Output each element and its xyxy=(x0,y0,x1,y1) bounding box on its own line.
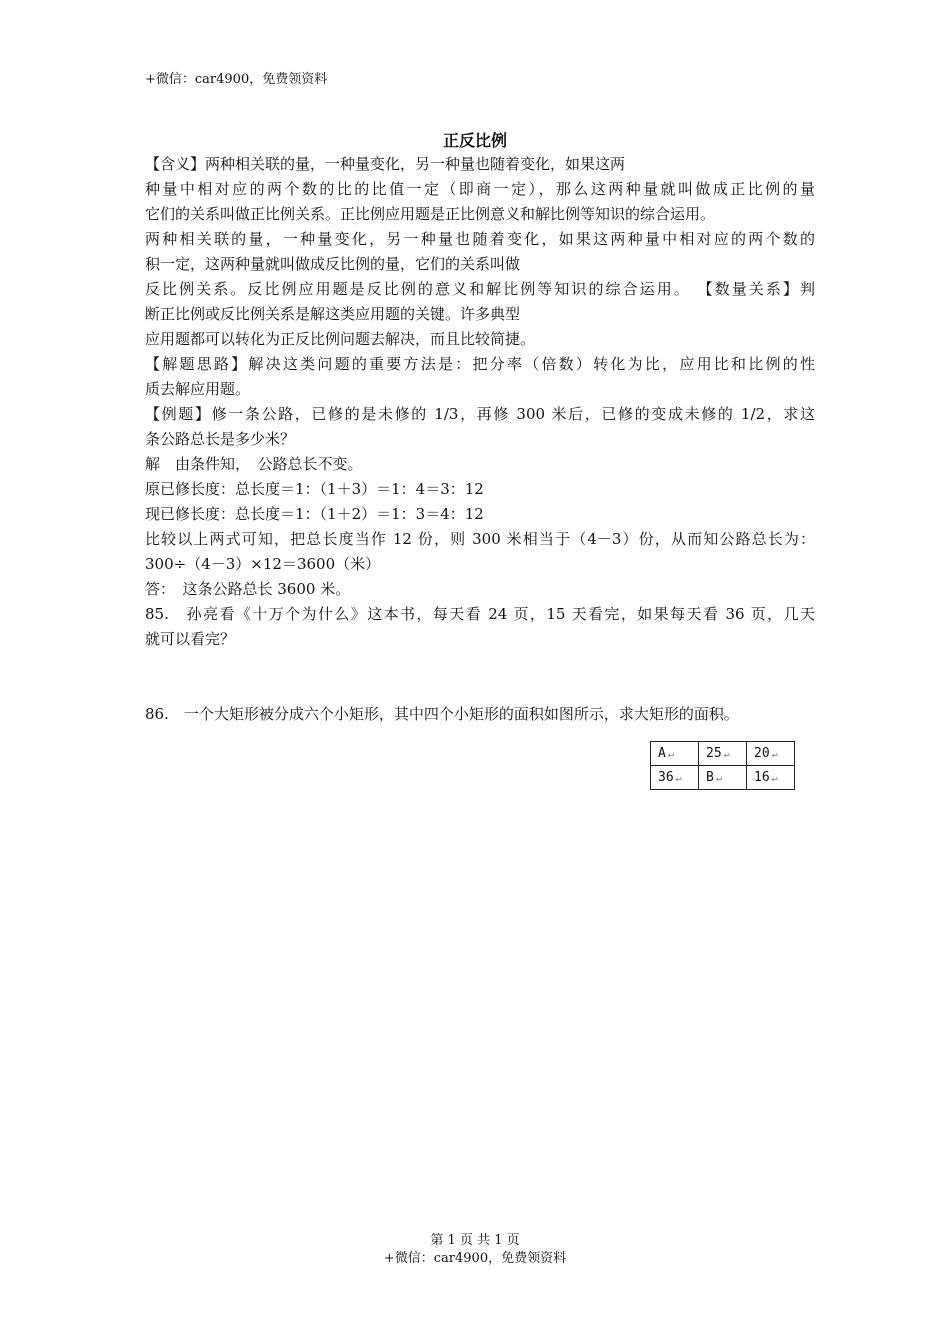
grid-cell: 25 ↵ xyxy=(699,742,747,766)
text-line: 300÷（4－3）×12＝3600（米） xyxy=(145,555,381,573)
text-line: 积一定，这两种量就叫做成反比例的量，它们的关系叫做 xyxy=(145,255,521,273)
text-line: 种量中相对应的两个数的比的比值一定（即商一定），那么这两种量就叫做成正比例的量 xyxy=(145,180,815,198)
spacer xyxy=(145,652,815,702)
document-title: 正反比例 xyxy=(442,131,507,150)
text-line: 断正比例或反比例关系是解这类应用题的关键。许多典型 xyxy=(145,305,521,323)
grid-cell: A ↵ xyxy=(651,742,699,766)
header-watermark: +微信：car4900，免费领资料 xyxy=(145,72,328,87)
text-line: 答： 这条公路总长 3600 米。 xyxy=(145,580,351,598)
return-mark-icon: ↵ xyxy=(675,773,682,784)
text-line: 就可以看完？ xyxy=(145,630,236,648)
text-line: 应用题都可以转化为正反比例问题去解决，而且比较简捷。 xyxy=(145,330,536,348)
grid-cell: 20 ↵ xyxy=(747,742,795,766)
return-mark-icon: ↵ xyxy=(771,749,778,760)
return-mark-icon: ↵ xyxy=(771,773,778,784)
text-line: 质去解应用题。 xyxy=(145,380,251,398)
grid-row xyxy=(651,742,795,766)
text-line: 它们的关系叫做正比例关系。正比例应用题是正比例意义和解比例等知识的综合运用。 xyxy=(145,205,716,223)
grid-cell: B ↵ xyxy=(699,766,747,790)
text-line: 【解题思路】解决这类问题的重要方法是：把分率（倍数）转化为比，应用比和比例的性 xyxy=(145,355,815,373)
text-line: 两种相关联的量，一种量变化，另一种量也随着变化，如果这两种量中相对应的两个数的 xyxy=(145,230,815,248)
footer-watermark: +微信：car4900，免费领资料 xyxy=(383,1251,567,1266)
text-line: 条公路总长是多少米？ xyxy=(145,430,296,448)
text-line: 反比例关系。反比例应用题是反比例的意义和解比例等知识的综合运用。 【数量关系】判 xyxy=(145,280,815,298)
return-mark-icon: ↵ xyxy=(667,749,674,760)
text-line: 比较以上两式可知，把总长度当作 12 份，则 300 米相当于（4－3）份，从而知公路总长为： xyxy=(145,530,815,548)
text-line: 【含义】两种相关联的量，一种量变化，另一种量也随着变化，如果这两 xyxy=(145,155,626,173)
grid-cell: 36 ↵ xyxy=(651,766,699,790)
page-number: 第 1 页 共 1 页 xyxy=(430,1233,520,1248)
return-mark-icon: ↵ xyxy=(715,773,722,784)
document-body xyxy=(145,152,815,727)
return-mark-icon: ↵ xyxy=(723,749,730,760)
text-line: 现已修长度：总长度＝1：（1＋2）＝1：3＝4：12 xyxy=(145,505,484,523)
text-line: 【例题】修一条公路，已修的是未修的 1/3，再修 300 米后，已修的变成未修的 1/2，求这 xyxy=(145,405,815,423)
text-line: 原已修长度：总长度＝1：（1＋3）＝1：4＝3：12 xyxy=(145,480,484,498)
text-line: 86. 一个大矩形被分成六个小矩形，其中四个小矩形的面积如图所示，求大矩形的面积。 xyxy=(145,705,739,723)
text-line: 85. 孙亮看《十万个为什么》这本书，每天看 24 页，15 天看完，如果每天看 36 页，几天 xyxy=(145,605,815,623)
area-grid xyxy=(650,741,795,790)
text-line: 解 由条件知， 公路总长不变。 xyxy=(145,455,363,473)
grid-cell: 16 ↵ xyxy=(747,766,795,790)
grid-row xyxy=(651,766,795,790)
